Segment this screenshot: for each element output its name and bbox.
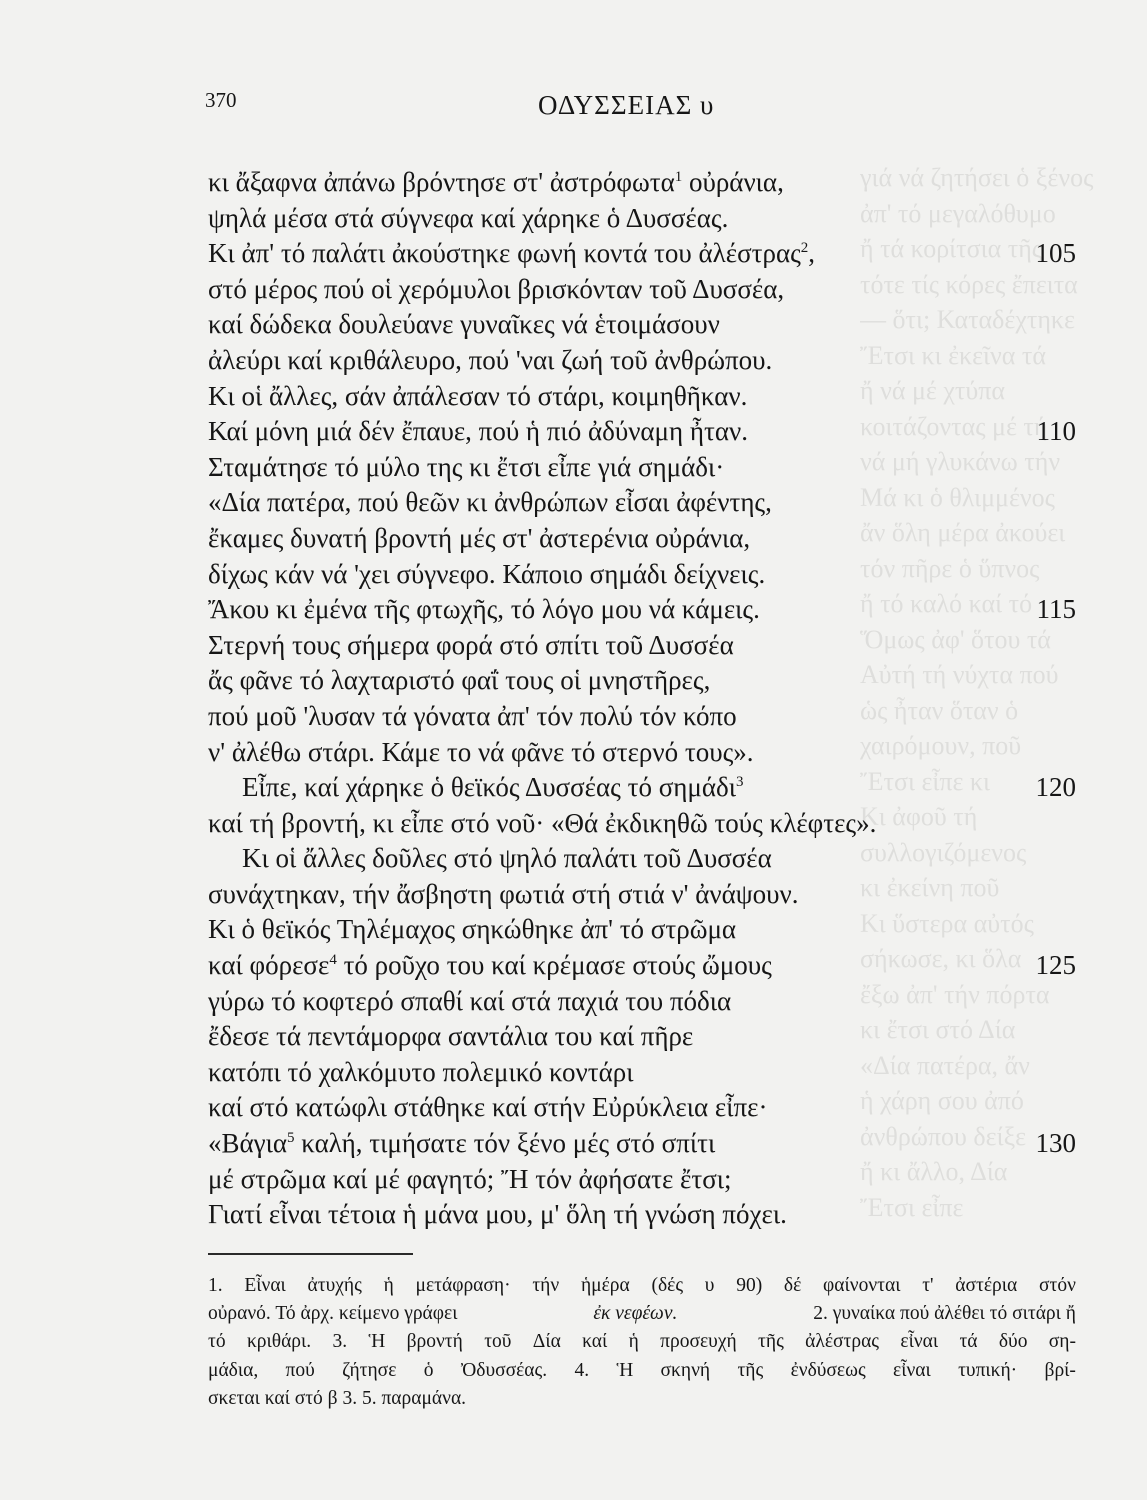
verse-text (208, 665, 710, 695)
verse-text (208, 1021, 693, 1051)
verse-text (208, 416, 748, 446)
verse-tail: καλή, τιμήσατε τόν ξένο μές στό σπίτι (294, 1128, 716, 1159)
footnote-word: 1. (208, 1275, 223, 1296)
line-number: 120 (1035, 772, 1076, 803)
footnote-word: μάδια, (208, 1359, 259, 1381)
verse-text (208, 487, 772, 517)
footnote-quote: ἐκ νεφέων. (593, 1303, 678, 1325)
verse-main: καί φόρεσε (208, 950, 330, 981)
verse-text (208, 986, 731, 1016)
verse-line (208, 236, 1076, 272)
verse-text (208, 879, 798, 909)
footnote-marker: 3 (735, 774, 744, 791)
footnote-line-3 (208, 1328, 1076, 1356)
verse-line (208, 272, 1076, 308)
verse-line (208, 912, 1076, 948)
verse-text (208, 914, 736, 944)
verse-main: Καί μόνη μιά δέν ἔπαυε, πού ἡ πιό ἀδύναμη ἦταν. (208, 416, 748, 447)
footnote-word: Ἡ (368, 1331, 386, 1353)
footnote-separator (208, 1253, 413, 1255)
bleed-through-texture: γιά νά ζητήσει ὁ ξένος ἀπ' τό μεγαλόθυμο ἤ τά κορίτσια τῆς τότε τίς κόρες ἔπειτα — ὅτι; Καταδέχτηκε Ἔτσι κι ἐκεῖνα τά ἤ νά μέ χτύπα κοιτάζοντας μέ τή νά μή γλυκάνω τήν Μά κι ὁ θλιμμένος ἄν ὅλη μέρα ἀκούει τόν πῆρε ὁ ὕπνος ἤ τό καλό καί τό Ὅμως ἀφ' ὅτου τά Αὐτή τή νύχτα πού ὡς ἦταν ὅταν ὁ χαιρόμουν, ποῦ Ἔτσι εἶπε κι Κι ἀφοῦ τή συλλογιζόμενος κι ἐκείνη ποῦ Κι ὕστερα αὐτός σήκωσε, κι ὅλα ἔξω ἀπ' τήν πόρτα κι ἔτσι στό Δία «Δία πατέρα, ἄν ἡ χάρη σου ἀπό ἀνθρώπου δείξε ἤ κι ἄλλο, Δία Ἔτσι εἶπε (860, 163, 1094, 1222)
footnote-marker: 4 (329, 952, 337, 969)
footnote-word: δέ (783, 1275, 802, 1296)
footnote-word: κριθάρι. (246, 1331, 312, 1353)
footnote-word: ἡ (628, 1331, 639, 1353)
footnote-word: 4. (574, 1359, 590, 1381)
verse-line (208, 877, 1076, 913)
verse-main: Κι ὁ θεϊκός Τηλέμαχος σηκώθηκε ἀπ' τό στρῶμα (208, 914, 737, 945)
verse-line (208, 1126, 1076, 1162)
verse-text (208, 1092, 767, 1122)
verse-main: κατόπι τό χαλκόμυτο πολεμικό κοντάρι (208, 1056, 634, 1087)
verse-line (208, 1090, 1076, 1126)
footnote-word: τῆς (758, 1331, 784, 1353)
verse-main: ἔδεσε τά πεντάμορφα σαντάλια του καί πῆρε (208, 1021, 694, 1052)
verse-text (208, 381, 747, 411)
footnote-marker: 5 (287, 1130, 295, 1147)
footnote-word: ἡμέρα (580, 1275, 630, 1296)
verse-line (208, 1162, 1076, 1198)
footnote-word: τ' (922, 1275, 934, 1296)
verse-text (208, 950, 772, 980)
verse-text (208, 1199, 787, 1229)
verse-line (208, 628, 1076, 664)
verse-line (208, 663, 1076, 699)
verse-main: ἀλεύρι καί κριθάλευρο, πού 'ναι ζωή τοῦ ἀνθρώπου. (208, 344, 773, 375)
footnote-word: ἀτυχής (307, 1275, 362, 1296)
line-number: 130 (1035, 1128, 1076, 1159)
verse-line (208, 450, 1076, 486)
footnote-word: βρί- (1044, 1359, 1076, 1381)
verse-block (208, 165, 1076, 1233)
verse-main: Κι ἀπ' τό παλάτι ἀκούστηκε φωνή κοντά του ἀλέστρας (208, 238, 801, 269)
verse-main: «Βάγια (208, 1128, 287, 1159)
footnote-text: 2. γυναίκα πού ἀλέθει τό σιτάρι ἤ (813, 1303, 1076, 1325)
footnote-word: Δία (532, 1331, 561, 1353)
footnote-line-5 (208, 1385, 1076, 1413)
footnote-word: υ (704, 1275, 715, 1296)
verse-line (208, 806, 1076, 842)
footnote-marker: 1 (674, 169, 683, 185)
verse-line (208, 201, 1076, 237)
verse-main: Κι οἱ ἄλλες δοῦλες στό ψηλό παλάτι τοῦ Δυσσέα (242, 843, 772, 874)
verse-text (208, 1057, 633, 1087)
line-number: 125 (1035, 950, 1076, 981)
footnote-word: τήν (532, 1275, 560, 1296)
verse-line (208, 984, 1076, 1020)
line-number: 110 (1036, 416, 1076, 447)
verse-line (208, 1197, 1076, 1233)
verse-main: καί στό κατώφλι στάθηκε καί στήν Εὐρύκλεια εἶπε· (208, 1092, 768, 1123)
verse-line (208, 770, 1076, 806)
verse-line (208, 948, 1076, 984)
footnote-marker: 2 (800, 240, 809, 257)
running-head: ΟΔΥΣΣΕΙΑΣ υ (538, 90, 715, 120)
verse-text (208, 1128, 715, 1158)
verse-main: «Δία πατέρα, πού θεῶν κι ἀνθρώπων εἶσαι ἀφέντης, (208, 487, 772, 518)
verse-line (208, 343, 1076, 379)
verse-text (208, 559, 765, 589)
verse-line (208, 414, 1076, 450)
verse-main: Εἶπε, καί χάρηκε ὁ θεϊκός Δυσσέας τό σημάδι (242, 772, 736, 803)
verse-main: ψηλά μέσα στά σύγνεφα καί χάρηκε ὁ Δυσσέας. (208, 202, 729, 233)
footnote-word: μετάφραση· (415, 1275, 511, 1296)
verse-text (208, 737, 754, 767)
footnote-line-1 (208, 1272, 1076, 1300)
verse-text (208, 843, 772, 873)
verse-main: καί δώδεκα δουλεύανε γυναῖκες νά ἑτοιμάσουν (208, 309, 720, 340)
verse-text (208, 772, 743, 802)
footnote-word: τῆς (737, 1359, 764, 1381)
verse-line (208, 557, 1076, 593)
footnote-word: ἀλέστρας (805, 1331, 880, 1353)
verse-main: Σταμάτησε τό μύλο της κι ἔτσι εἶπε γιά σημάδι· (208, 451, 725, 482)
verse-line (208, 1019, 1076, 1055)
footnote-word: τυπική· (958, 1359, 1018, 1381)
footnote-word: εἶναι (893, 1359, 931, 1381)
verse-line (208, 307, 1076, 343)
footnote-word: εἶναι (900, 1331, 939, 1353)
verse-line (208, 485, 1076, 521)
footnote-line-4 (208, 1357, 1076, 1385)
footnote-word: πού (285, 1359, 315, 1381)
verse-line (208, 735, 1076, 771)
verse-main: πού μοῦ 'λυσαν τά γόνατα ἀπ' τόν πολύ τόν κόπο (208, 700, 737, 731)
verse-text (208, 167, 784, 197)
footnotes (208, 1272, 1076, 1413)
verse-main: μέ στρῶμα καί μέ φαγητό; Ἤ τόν ἀφήσατε ἔτσι; (208, 1163, 732, 1194)
verse-main: ἄς φᾶνε τό λαχταριστό φαΐ τους οἱ μνηστῆρες, (208, 665, 711, 696)
verse-text (208, 701, 737, 731)
line-number: 115 (1036, 594, 1076, 625)
verse-main: Γιατί εἶναι τέτοια ἡ μάνα μου, μ' ὅλη τή γνώση πόχει. (208, 1199, 787, 1230)
verse-line (208, 379, 1076, 415)
footnote-word: σκηνή (660, 1359, 711, 1381)
verse-text (208, 238, 815, 268)
verse-line (208, 841, 1076, 877)
verse-main: ν' ἀλέθω στάρι. Κάμε το νά φᾶνε τό στερνό τους». (208, 736, 754, 767)
footnote-word: δύο (998, 1331, 1028, 1353)
verse-text (208, 808, 876, 838)
verse-line (208, 521, 1076, 557)
verse-text (208, 630, 734, 660)
footnote-word: ζήτησε (342, 1359, 397, 1381)
verse-main: Ἄκου κι ἐμένα τῆς φτωχῆς, τό λόγο μου νά κάμεις. (208, 594, 760, 625)
footnote-word: ὁ (423, 1359, 434, 1381)
verse-text (208, 1164, 732, 1194)
verse-line (208, 699, 1076, 735)
footnote-word: τά (959, 1331, 978, 1353)
verse-line (208, 592, 1076, 628)
verse-tail: , (808, 238, 816, 269)
verse-text (208, 345, 772, 375)
verse-main: δίχως κάν νά 'χει σύγνεφο. Κάποιο σημάδι δείχνεις. (208, 558, 766, 589)
footnote-word: βροντή (406, 1331, 463, 1353)
verse-main: καί τή βροντή, κι εἶπε στό νοῦ· «Θά ἐκδικηθῶ τούς κλέφτες». (208, 807, 877, 838)
footnote-word: φαίνονται (823, 1275, 901, 1296)
verse-text (208, 523, 750, 553)
verse-main: ἔκαμες δυνατή βροντή μές στ' ἀστερένια οὐράνια, (208, 522, 751, 553)
line-number: 105 (1035, 238, 1076, 269)
footnote-word: προσευχή (660, 1331, 737, 1353)
footnote-word: Ἡ (616, 1359, 634, 1381)
verse-line (208, 1055, 1076, 1091)
footnote-word: τοῦ (484, 1331, 512, 1353)
verse-main: στό μέρος πού οἱ χερόμυλοι βρισκόνταν τοῦ Δυσσέα, (208, 273, 785, 304)
verse-main: γύρω τό κοφτερό σπαθί καί στά παχιά του πόδια (208, 985, 732, 1016)
footnote-text: οὐρανό. Τό ἀρχ. κείμενο γράφει (208, 1303, 458, 1325)
footnote-text: σκεται καί στό β 3. 5. παραμάνα. (208, 1387, 467, 1409)
verse-main: κι ἄξαφνα ἀπάνω βρόντησε στ' ἀστρόφωτα (208, 167, 675, 197)
footnote-word: ἀστέρια (955, 1275, 1018, 1296)
footnote-word: ἐνδύσεως (790, 1359, 866, 1381)
verse-text (208, 309, 720, 339)
verse-main: Κι οἱ ἄλλες, σάν ἀπάλεσαν τό στάρι, κοιμηθῆκαν. (208, 380, 748, 411)
verse-tail: οὐράνια, (682, 167, 784, 197)
footnote-word: ση- (1048, 1331, 1076, 1353)
footnote-word: 3. (332, 1331, 348, 1353)
footnote-line-2 (208, 1300, 1076, 1328)
footnote-word: στόν (1038, 1275, 1076, 1296)
footnote-word: Ὀδυσσέας. (460, 1359, 548, 1381)
verse-tail: τό ροῦχο του καί κρέμασε στούς ὤμους (336, 950, 772, 981)
verse-main: Στερνή τους σήμερα φορά στό σπίτι τοῦ Δυσσέα (208, 629, 734, 660)
footnote-word: καί (582, 1331, 608, 1353)
footnote-word: Εἶναι (244, 1275, 286, 1296)
verse-text (208, 203, 728, 233)
footnote-word: τό (208, 1331, 226, 1353)
verse-text (208, 452, 724, 482)
page-number: 370 (205, 88, 237, 112)
verse-text (208, 594, 760, 624)
footnote-word: 90) (736, 1275, 763, 1296)
verse-line (208, 165, 1076, 201)
verse-main: συνάχτηκαν, τήν ἄσβηστη φωτιά στή στιά ν' ἀνάψουν. (208, 878, 799, 909)
footnote-word: ἡ (383, 1275, 394, 1296)
footnote-word: (δές (651, 1275, 684, 1296)
verse-text (208, 274, 784, 304)
